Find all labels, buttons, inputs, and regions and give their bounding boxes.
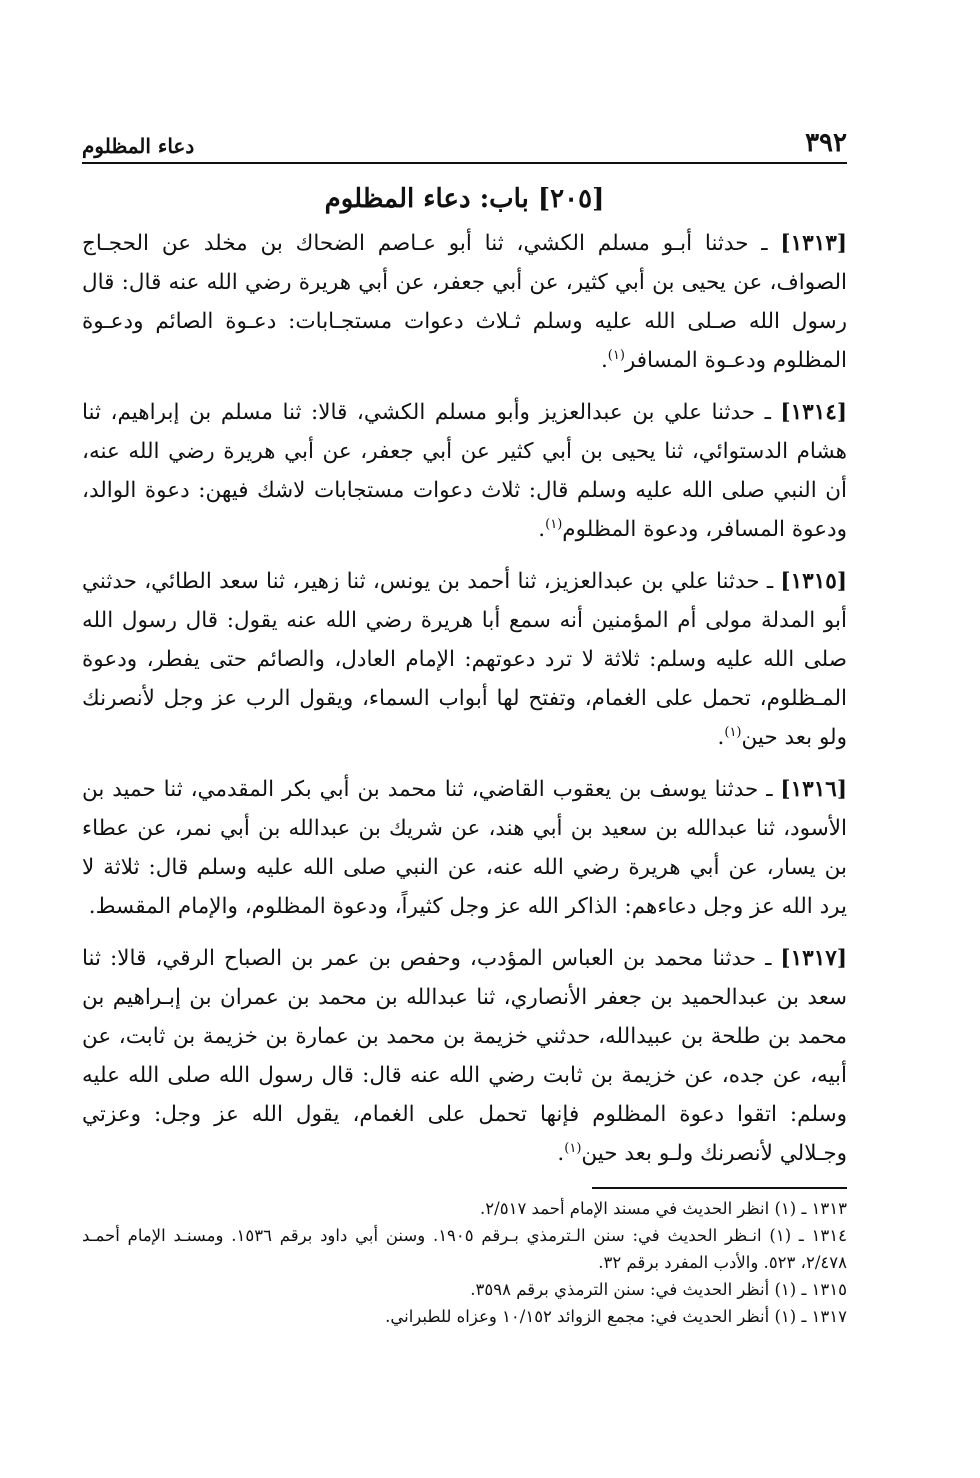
running-title: دعاء المظلوم xyxy=(82,134,195,158)
book-page xyxy=(82,118,847,1330)
hadith-end: . xyxy=(600,348,608,373)
footnote-marker: (١) xyxy=(607,347,625,363)
hadith-1316 xyxy=(82,770,847,926)
hadith-1313 xyxy=(82,224,847,380)
hadith-end: . xyxy=(557,1141,565,1166)
hadith-number: [١٣١٣] xyxy=(780,231,847,256)
hadith-text: ـ حدثنا محمد بن العباس المؤدب، وحفص بن عمر بن الصباح الرقي، قالا: ثنا سعد بن عبدالحميد بن جعفر الأنصاري، ثنا عبدالله بن محمد بن عمران بن إبـراهيم بن محمد بن طلحة بن عبيدالله، حدثني خزيمة بن محمد بن عمارة بن خزيمة بن ثابت، عن أبيه، عن جده، عن خزيمة بن ثابت رضي الله عنه قال: قال رسول الله صلى الله عليه وسلم: اتقوا دعوة المظلوم فإنها تحمل على الغمام، يقول الله عز وجل: وعزتي وجـلالي لأنصرنك ولـو بعد حين xyxy=(82,946,847,1166)
footnotes xyxy=(82,1195,847,1330)
footnote-divider xyxy=(592,1187,847,1189)
hadith-number: [١٣١٧] xyxy=(780,946,847,971)
hadith-text: ـ حدثنا علي بن عبدالعزيز وأبو مسلم الكشي، قالا: ثنا مسلم بن إبراهيم، ثنا هشام الدستوائي، ثنا يحيى بن أبي كثير عن أبي جعفر، عن أبي هريرة رضي الله عنه، أن النبي صلى الله عليه وسلم قال: ثلاث دعوات مستجابات لاشك فيهن: دعوة الوالد، ودعوة المسافر، ودعوة المظلوم xyxy=(82,400,847,542)
page-number: ٣٩٢ xyxy=(805,128,847,158)
hadith-text: ـ حدثنا أبـو مسلم الكشي، ثنا أبو عـاصم الضحاك بن مخلد عن الحجـاج الصواف، عن يحيى بن أبي كثير، عن أبي جعفر، عن أبي هريرة رضي الله عنه قال: قال رسول الله صـلى الله عليه وسلم ثـلاث دعوات مستجـابات: دعـوة الصائم ودعـوة المظلوم ودعـوة المسافر xyxy=(82,231,847,373)
hadith-1314 xyxy=(82,393,847,549)
footnote-marker: (١) xyxy=(564,1140,582,1156)
footnote-1314: ١٣١٤ ـ (١) انـظر الحديث في: سنن الـترمذي بـرقم ١٩٠٥. وسنن أبي داود برقم ١٥٣٦. ومسنـد الإمام أحمـد ٢/٤٧٨، ٥٢٣. والأدب المفرد برقم ٣٢. xyxy=(82,1226,847,1272)
footnote-1313: ١٣١٣ ـ (١) انظر الحديث في مسند الإمام أحمد ٢/٥١٧. xyxy=(480,1199,847,1218)
hadith-1317 xyxy=(82,939,847,1173)
hadith-text: ـ حدثنا علي بن عبدالعزيز، ثنا أحمد بن يونس، ثنا زهير، ثنا سعد الطائي، حدثني أبو المدلة مولى أم المؤمنين أنه سمع أبا هريرة رضي الله عنه يقول: قال رسول الله صلى الله عليه وسلم: ثلاثة لا ترد دعوتهم: الإمام العادل، والصائم حتى يفطر، ودعوة المـظلوم، تحمل على الغمام، وتفتح لها أبواب السماء، ويقول الرب عز وجل لأنصرنك ولو بعد حين xyxy=(82,569,847,750)
running-head xyxy=(82,118,847,164)
hadith-end: . xyxy=(717,725,725,750)
footnote-marker: (١) xyxy=(724,724,742,740)
hadith-number: [١٣١٥] xyxy=(780,569,847,594)
hadith-number: [١٣١٦] xyxy=(780,777,847,802)
footnote-1317: ١٣١٧ ـ (١) أنظر الحديث في: مجمع الزوائد ١٠/١٥٢ وعزاه للطبراني. xyxy=(385,1307,847,1326)
footnote-marker: (١) xyxy=(545,516,563,532)
hadith-end: . xyxy=(538,517,546,542)
chapter-title: [٢٠٥] باب: دعاء المظلوم xyxy=(324,184,605,214)
hadith-text: ـ حدثنا يوسف بن يعقوب القاضي، ثنا محمد بن أبي بكر المقدمي، ثنا حميد بن الأسود، ثنا عبدالله بن سعيد بن أبي هند، عن شريك بن عبدالله بن أبي نمر، عن عطاء بن يسار، عن أبي هريرة رضي الله عنه، عن النبي صلى الله عليه وسلم قال: ثلاثة لا يرد الله عز وجل دعاءهم: الذاكر الله عز وجل كثيراً، ودعوة المظلوم، والإمام المقسط. xyxy=(82,777,847,919)
hadith-number: [١٣١٤] xyxy=(780,400,847,425)
hadith-1315 xyxy=(82,562,847,757)
footnote-1315: ١٣١٥ ـ (١) أنظر الحديث في: سنن الترمذي برقم ٣٥٩٨. xyxy=(470,1280,847,1299)
